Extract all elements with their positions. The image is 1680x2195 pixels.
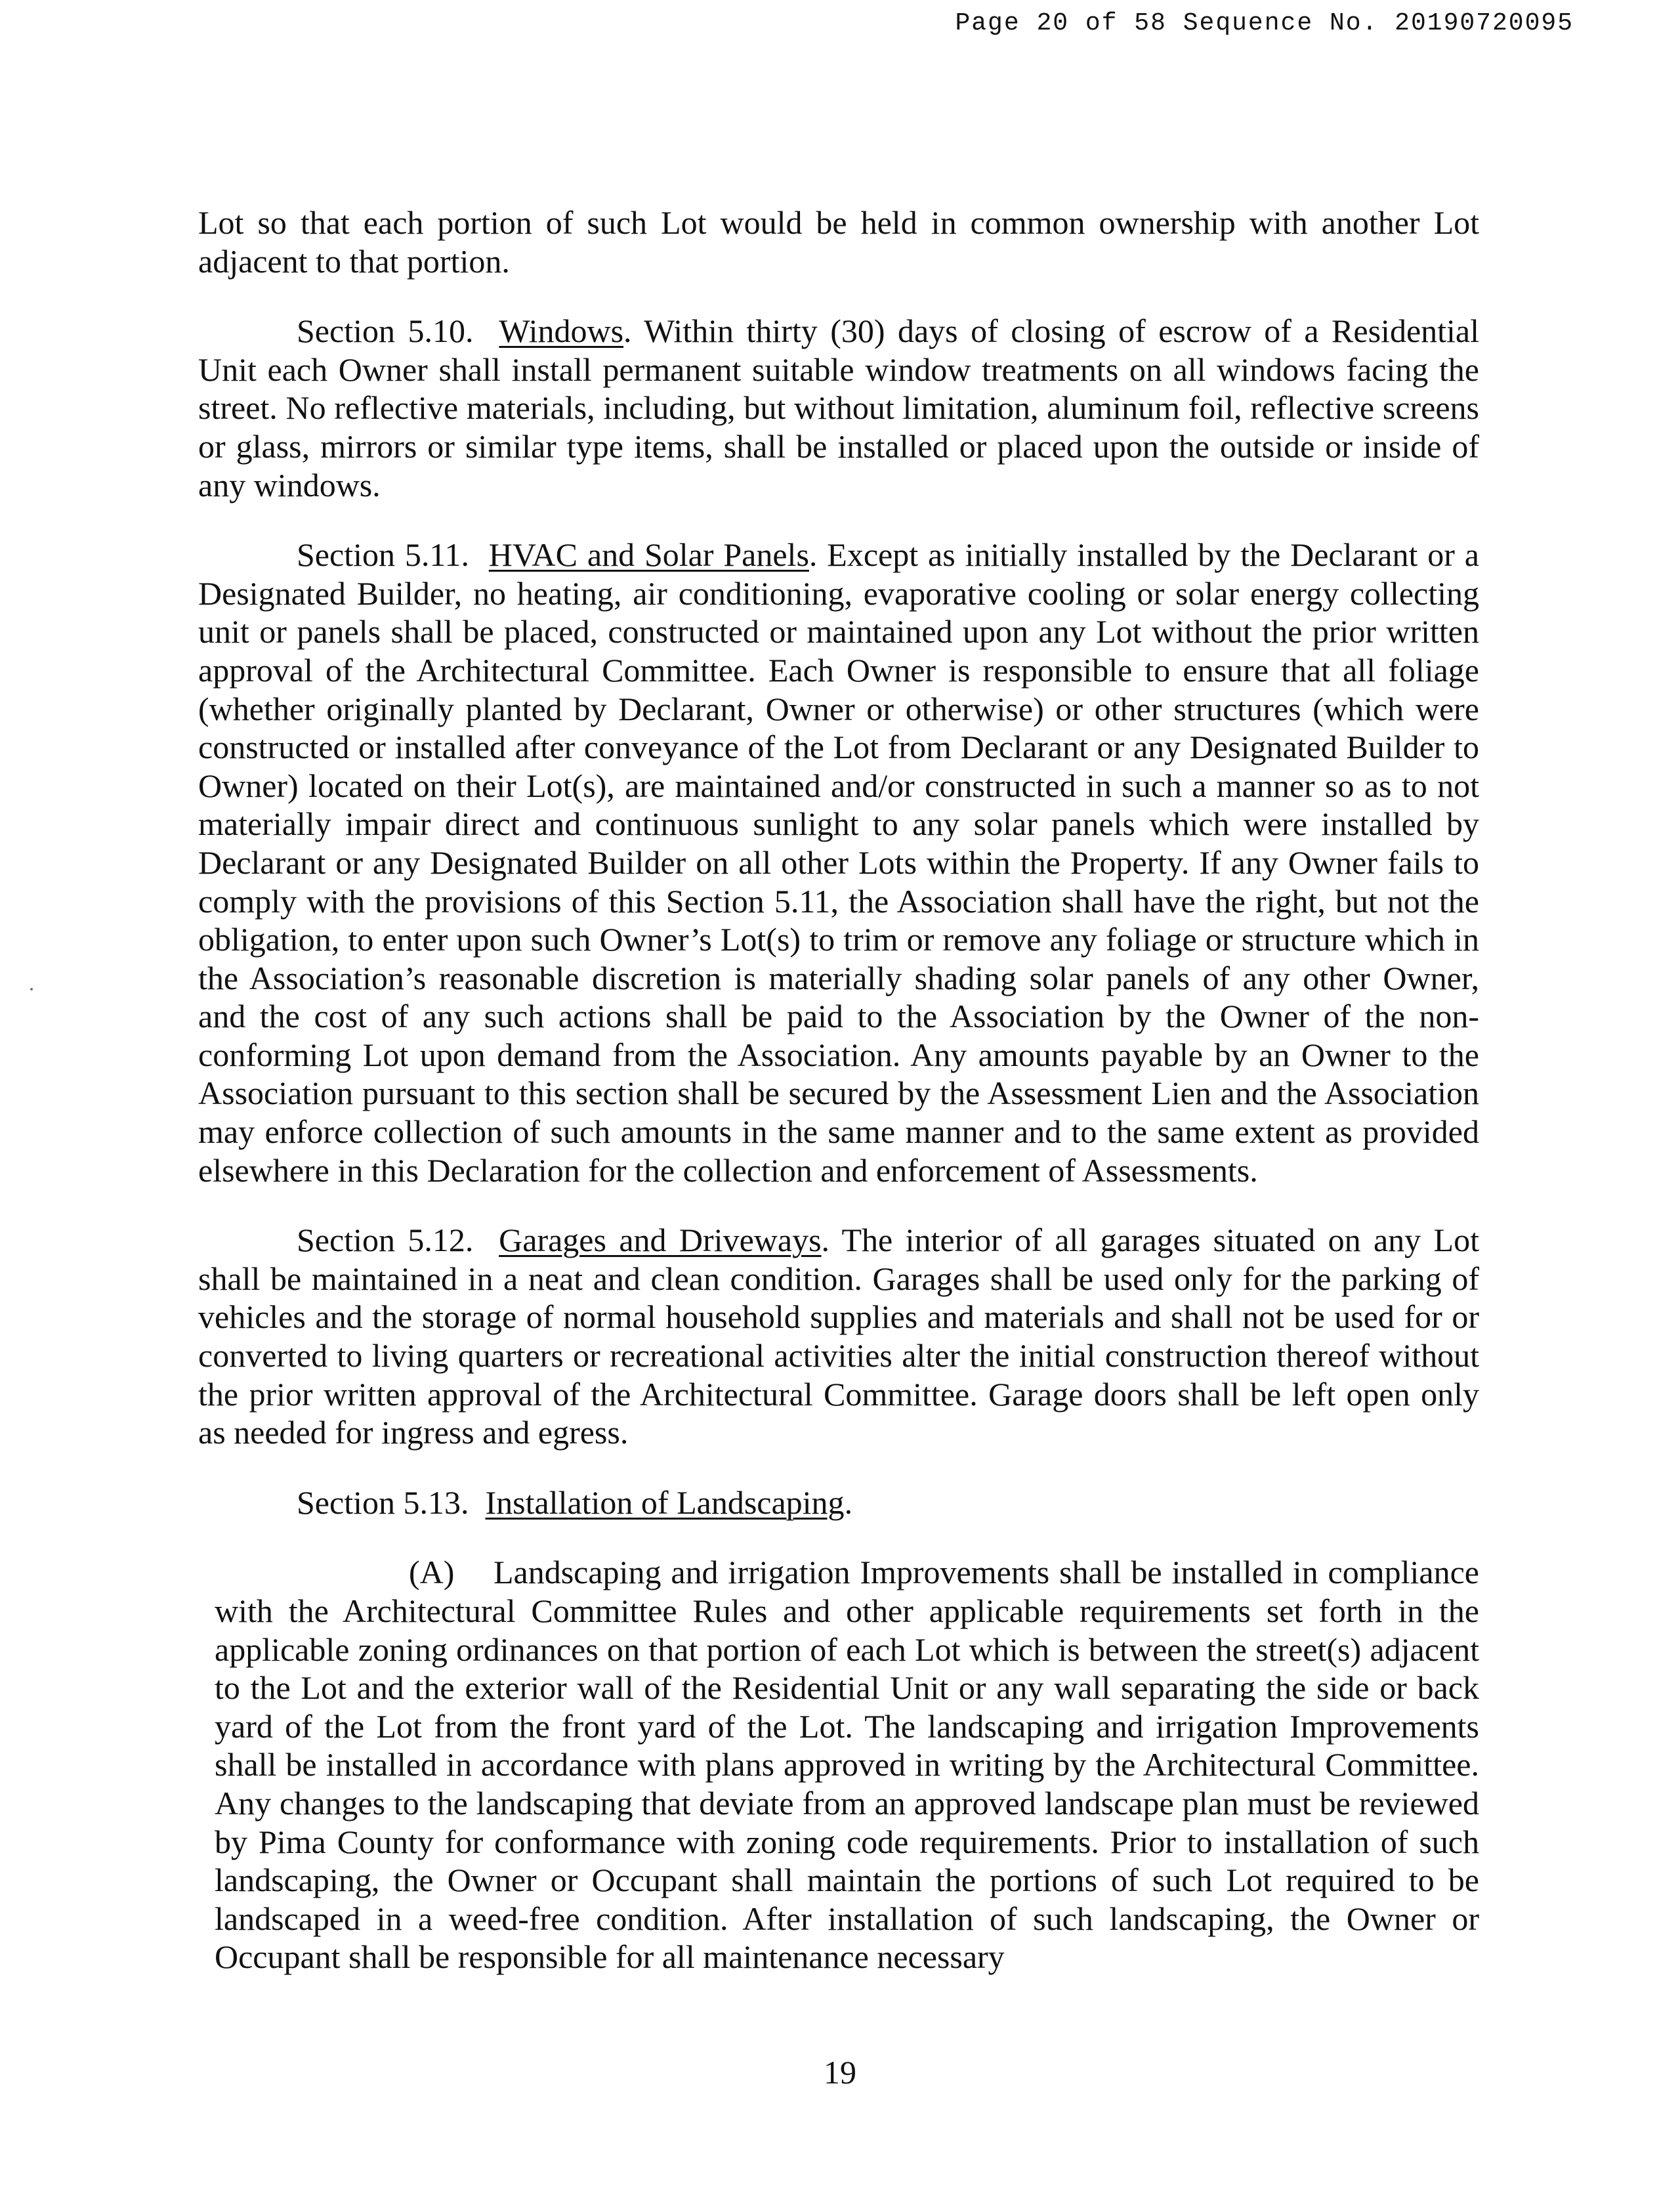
section-5-13-a-paragraph — [215, 1553, 1479, 1976]
section-5-11-number: Section 5.11. — [297, 536, 469, 574]
page-sequence-header: Page 20 of 58 Sequence No. 20190720095 — [955, 9, 1574, 37]
section-5-11-title: HVAC and Solar Panels — [488, 536, 809, 574]
section-5-13-heading — [198, 1483, 1479, 1522]
section-5-13-number: Section 5.13. — [297, 1483, 469, 1521]
section-5-13-a-label: (A) — [409, 1554, 455, 1591]
document-body — [198, 203, 1479, 1976]
section-5-10-paragraph — [198, 312, 1479, 504]
page-number: 19 — [824, 2054, 856, 2091]
section-5-12-paragraph — [198, 1221, 1479, 1452]
section-5-12-number: Section 5.12. — [297, 1222, 474, 1259]
section-5-11-text: . Except as initially installed by the Declarant or a Designated Builder, no heating, air conditioning, evaporative cooling or solar energy collecting unit or panels shall be placed, constructed or maintained upon any Lot without the prior written approval of the Architectural Committee. Each Owner is responsible to ensure that all foliage (whether originally planted by Declarant, Owner or otherwise) or other structures (which were constructed or installed after conveyance of the Lot from Declarant or any Designated Builder to Owner) located on their Lot(s), are maintained and/or constructed in such a manner so as to not materially impair direct and continuous sunlight to any solar panels which were installed by Declarant or any Designated Builder on all other Lots within the Property. If any Owner fails to comply with the provisions of this Section 5.11, the Association shall have the right, but not the obligation, to enter upon such Owner’s Lot(s) to trim or remove any foliage or structure which in the Association’s reasonable discretion is materially shading solar panels of any other Owner, and the cost of any such actions shall be paid to the Association by the Owner of the non-conforming Lot upon demand from the Association. Any amounts payable by an Owner to the Association pursuant to this section shall be secured by the Assessment Lien and the Association may enforce collection of such amounts in the same manner and to the same extent as provided elsewhere in this Declaration for the collection and enforcement of Assessments. — [198, 536, 1479, 1189]
section-5-13-text: . — [844, 1483, 853, 1521]
section-5-11-paragraph — [198, 536, 1479, 1189]
scan-speck — [30, 988, 33, 991]
section-5-13-a-text: Landscaping and irrigation Improvements shall be installed in compliance with the Architectural Committee Rules and other applicable requirements set forth in the applicable zoning ordinances on that portion of each Lot which is between the street(s) adjacent to the Lot and the exterior wall of the Residential Unit or any wall separating the side or back yard of the Lot from the front yard of the Lot. The landscaping and irrigation Improvements shall be installed in accordance with plans approved in writing by the Architectural Committee. Any changes to the landscaping that deviate from an approved landscape plan must be reviewed by Pima County for conformance with zoning code requirements. Prior to installation of such landscaping, the Owner or Occupant shall maintain the portions of such Lot required to be landscaped in a weed-free condition. After installation of such landscaping, the Owner or Occupant shall be responsible for all maintenance necessary — [215, 1554, 1479, 1976]
section-5-12-text: . The interior of all garages situated on any Lot shall be maintained in a neat and clean condition. Garages shall be used only for the parking of vehicles and the storage of normal household supplies and materials and shall not be used for or converted to living quarters or recreational activities alter the initial construction thereof without the prior written approval of the Architectural Committee. Garage doors shall be left open only as needed for ingress and egress. — [198, 1222, 1479, 1451]
continuation-paragraph: Lot so that each portion of such Lot would be held in common ownership with another Lot adjacent to that portion. — [198, 204, 1479, 280]
section-5-10-number: Section 5.10. — [297, 312, 474, 350]
section-5-13-title: Installation of Landscaping — [485, 1483, 845, 1521]
section-5-12-title: Garages and Driveways — [499, 1222, 822, 1259]
section-5-10-title: Windows — [499, 312, 624, 350]
section-5-10-text: . Within thirty (30) days of closing of escrow of a Residential Unit each Owner shall install permanent suitable window treatments on all windows facing the street. No reflective materials, including, but without limitation, aluminum foil, reflective screens or glass, mirrors or similar type items, shall be installed or placed upon the outside or inside of any windows. — [198, 312, 1480, 503]
